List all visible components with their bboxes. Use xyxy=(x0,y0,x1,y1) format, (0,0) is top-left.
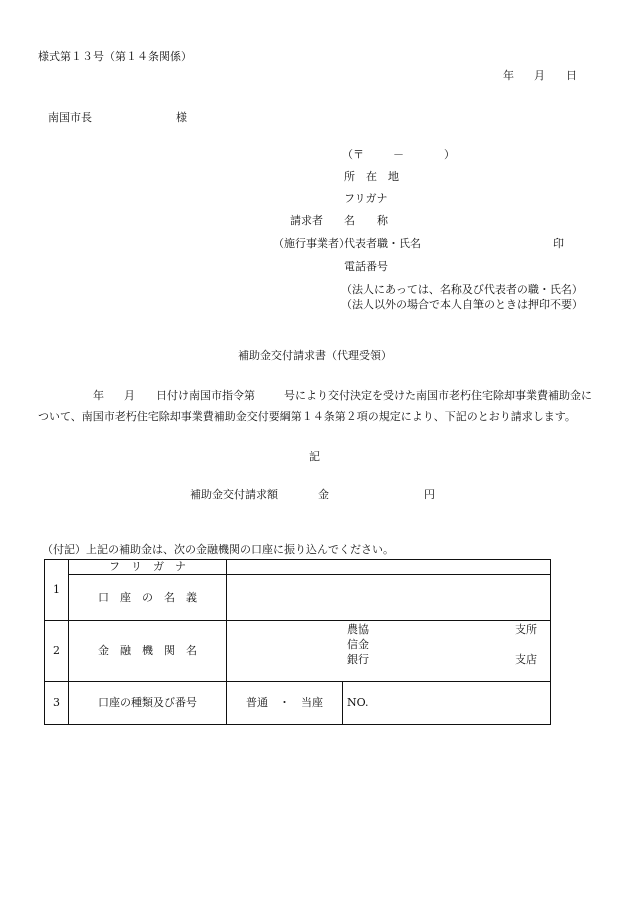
applicant-name-label: 名 称 xyxy=(344,214,388,227)
account-holder-field[interactable] xyxy=(227,575,551,621)
applicant-note-2: （法人以外の場合で本人自筆のときは押印不要） xyxy=(341,298,583,311)
seal-mark: 印 xyxy=(553,237,564,250)
branch-type-shiten: 支店 xyxy=(515,653,537,666)
body-line-2: ついて、南国市老朽住宅除却事業費補助金交付要綱第１４条第２項の規定により、下記のとおり請求します。 xyxy=(38,410,576,423)
applicant-note-1: （法人にあっては、名称及び代表者の職・氏名） xyxy=(341,283,583,296)
account-number-label: NO. xyxy=(347,696,369,709)
account-holder-label: 口 座 の 名 義 xyxy=(69,575,227,621)
branch-type-shisho: 支所 xyxy=(515,623,537,636)
applicant-role-sub: （施行事業者） xyxy=(273,237,350,250)
body-directive: 日付け南国市指令第 xyxy=(156,389,255,402)
table-row xyxy=(45,575,551,621)
applicant-role-label: 請求者 xyxy=(290,214,323,227)
body-year: 年 xyxy=(93,389,104,402)
address-label: 所 在 地 xyxy=(344,170,399,183)
account-furigana-field[interactable] xyxy=(227,560,551,575)
representative-label: 代表者職・氏名 xyxy=(344,237,421,250)
amount-label: 補助金交付請求額 xyxy=(190,488,278,501)
phone-label: 電話番号 xyxy=(344,260,388,273)
ki-heading: 記 xyxy=(309,450,320,463)
row-number-1: 1 xyxy=(45,560,69,621)
form-number: 様式第１３号（第１４条関係） xyxy=(38,50,192,63)
table-row xyxy=(45,560,551,575)
row-number-3: 3 xyxy=(45,682,69,725)
table-row xyxy=(45,621,551,682)
account-number-field[interactable] xyxy=(343,682,551,725)
supplement-note: （付記）上記の補助金は、次の金融機関の口座に振り込んでください。 xyxy=(42,543,394,556)
institution-label: 金 融 機 関 名 xyxy=(69,621,227,682)
account-type-label: 口座の種類及び番号 xyxy=(69,682,227,725)
institution-type-nokyo: 農協 xyxy=(347,623,369,636)
amount-yen: 円 xyxy=(424,488,435,501)
document-title: 補助金交付請求書（代理受領） xyxy=(238,349,392,362)
postal-open: （〒 xyxy=(342,148,364,161)
account-type-choice[interactable]: 普通 ・ 当座 xyxy=(227,682,343,725)
date-year: 年 xyxy=(503,69,514,82)
date-month: 月 xyxy=(534,69,545,82)
bank-account-table xyxy=(44,559,551,725)
postal-close: ） xyxy=(444,148,455,161)
furigana-label: フリガナ xyxy=(344,192,388,205)
postal-dash: － xyxy=(393,148,404,161)
row-number-2: 2 xyxy=(45,621,69,682)
furigana-header: フ リ ガ ナ xyxy=(69,560,227,575)
institution-type-shinkin: 信金 xyxy=(347,638,369,651)
date-day: 日 xyxy=(566,69,577,82)
body-month: 月 xyxy=(124,389,135,402)
amount-kin: 金 xyxy=(318,488,329,501)
institution-type-bank: 銀行 xyxy=(347,653,369,666)
table-row xyxy=(45,682,551,725)
institution-field[interactable] xyxy=(227,621,551,682)
addressee-honorific: 様 xyxy=(176,111,187,124)
body-line-1: 号により交付決定を受けた南国市老朽住宅除却事業費補助金に xyxy=(284,389,592,402)
addressee-name: 南国市長 xyxy=(48,111,92,124)
